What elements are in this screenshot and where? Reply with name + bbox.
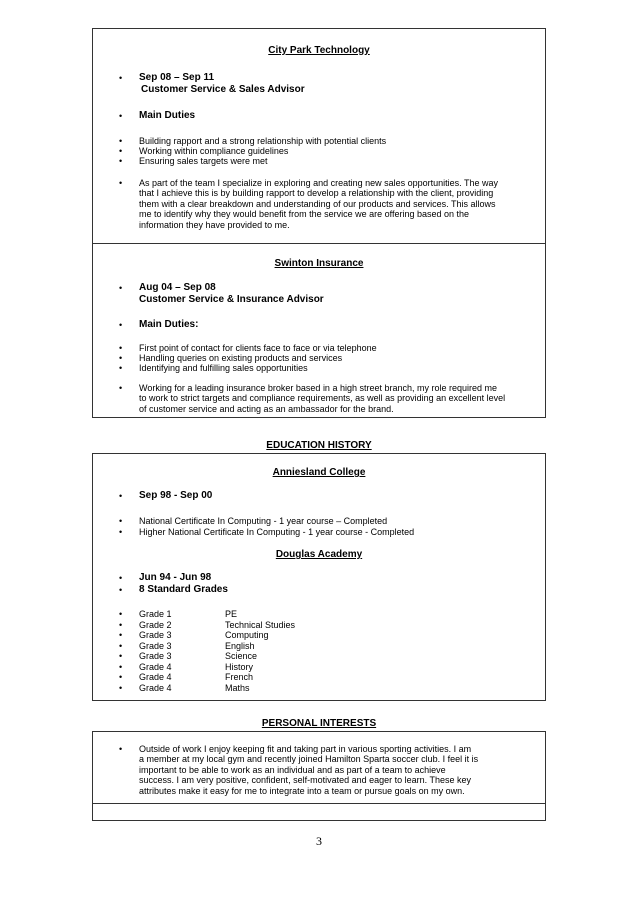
grade-level: Grade 4 [139, 683, 172, 693]
grade-subject: Science [225, 651, 258, 661]
grades-title: 8 Standard Grades [139, 584, 228, 595]
job-role: Customer Service & Insurance Advisor [139, 294, 324, 305]
school-name: Douglas Academy [275, 549, 363, 560]
interests-line: success. I am very positive, confident, self-motivated and eager to learn. These key [139, 775, 471, 786]
education-heading: EDUCATION HISTORY [266, 440, 372, 451]
grade-subject: French [225, 672, 254, 682]
job-summary [139, 178, 539, 230]
grade-level: Grade 4 [139, 662, 172, 672]
duties-title: Main Duties [139, 110, 196, 121]
bullet-icon: • [119, 585, 123, 595]
page-number: 3 [316, 834, 322, 848]
interests-line: Outside of work I enjoy keeping fit and taking part in various sporting activities. I am [139, 744, 472, 754]
bullet-icon: • [119, 651, 123, 661]
interests-box [92, 731, 546, 821]
grade-level: Grade 1 [139, 609, 172, 619]
grade-subject: Computing [225, 630, 269, 640]
company-heading: City Park Technology [268, 45, 370, 56]
job-box-swinton [92, 243, 546, 418]
grade-level: Grade 3 [139, 641, 172, 651]
bullet-icon: • [119, 573, 123, 583]
duty-text: First point of contact for clients face to face or via telephone [139, 343, 377, 353]
summary-line: to work to strict targets and compliance requirements, as well as providing an excellent level [139, 393, 506, 404]
grade-subject: History [225, 662, 254, 672]
duty-text: Ensuring sales targets were met [139, 156, 268, 166]
interests-text [139, 744, 507, 796]
bullet-icon: • [119, 620, 123, 630]
grade-subject: Maths [225, 683, 250, 693]
bullet-icon: • [119, 641, 123, 651]
job-period: Sep 08 – Sep 11 [139, 72, 215, 83]
interests-line: attributes make it easy for me to integrate into a team or pursue goals on my own. [139, 785, 465, 796]
grade-subject: PE [225, 609, 238, 619]
bullet-icon: • [119, 156, 123, 166]
bullet-icon: • [119, 672, 123, 682]
duty-text: Building rapport and a strong relationship with potential clients [139, 136, 387, 146]
bullet-icon: • [119, 178, 123, 188]
bullet-icon: • [119, 353, 123, 363]
bullet-icon: • [119, 111, 123, 121]
bullet-icon: • [119, 662, 123, 672]
grade-subject: Technical Studies [225, 620, 296, 630]
interests-line: important to be able to work as an individual and as part of a team to achieve [139, 764, 446, 775]
summary-line: information they have provided to me. [139, 219, 290, 230]
duties-title: Main Duties: [139, 319, 199, 330]
job-period: Aug 04 – Sep 08 [139, 282, 216, 293]
college-name: Anniesland College [272, 467, 366, 478]
bullet-icon: • [119, 343, 123, 353]
bullet-icon: • [119, 744, 123, 754]
company-heading: Swinton Insurance [274, 258, 364, 269]
bullet-icon: • [119, 516, 123, 526]
bullet-icon: • [119, 683, 123, 693]
grade-subject: English [225, 641, 255, 651]
grade-level: Grade 3 [139, 651, 172, 661]
summary-line: Working for a leading insurance broker based in a high street branch, my role required me [139, 383, 498, 393]
bullet-icon: • [119, 320, 123, 330]
bullet-icon: • [119, 383, 123, 393]
job-box-city-park [92, 28, 546, 244]
bullet-icon: • [119, 609, 123, 619]
bullet-icon: • [119, 136, 123, 146]
bullet-icon: • [119, 73, 123, 83]
summary-line: As part of the team I specialize in exploring and creating new sales opportunities. The way [139, 178, 499, 188]
summary-line: them with a clear breakdown and understanding of our products and services. This allows [139, 198, 496, 209]
interests-line: a member at my local gym and recently joined Hamilton Sparta soccer club. I feel it is [139, 754, 479, 765]
grade-level: Grade 3 [139, 630, 172, 640]
grade-level: Grade 4 [139, 672, 172, 682]
interests-heading: PERSONAL INTERESTS [261, 718, 377, 729]
duty-text: Working within compliance guidelines [139, 146, 289, 156]
bullet-icon: • [119, 491, 123, 501]
school-period: Jun 94 - Jun 98 [139, 572, 212, 583]
qualification-text: National Certificate In Computing - 1 year course – Completed [139, 516, 388, 526]
bullet-icon: • [119, 146, 123, 156]
summary-line: of customer service and acting as an ambassador for the brand. [139, 403, 394, 414]
duty-text: Handling queries on existing products and services [139, 353, 343, 363]
bullet-icon: • [119, 363, 123, 373]
grade-level: Grade 2 [139, 620, 172, 630]
college-period: Sep 98 - Sep 00 [139, 490, 213, 501]
job-summary [139, 383, 543, 414]
bullet-icon: • [119, 527, 123, 537]
interests-divider [93, 803, 545, 804]
bullet-icon: • [119, 630, 123, 640]
summary-line: me to identify why they would benefit from the service we are offering based on the [139, 209, 470, 220]
bullet-icon: • [119, 283, 123, 293]
qualification-text: Higher National Certificate In Computing - 1 year course - Completed [139, 527, 415, 537]
education-box [92, 453, 546, 701]
job-role: Customer Service & Sales Advisor [141, 84, 305, 95]
summary-line: that I achieve this is by building rapport to develop a relationship with the client, providing [139, 188, 494, 199]
duty-text: Identifying and fulfilling sales opportunities [139, 363, 308, 373]
